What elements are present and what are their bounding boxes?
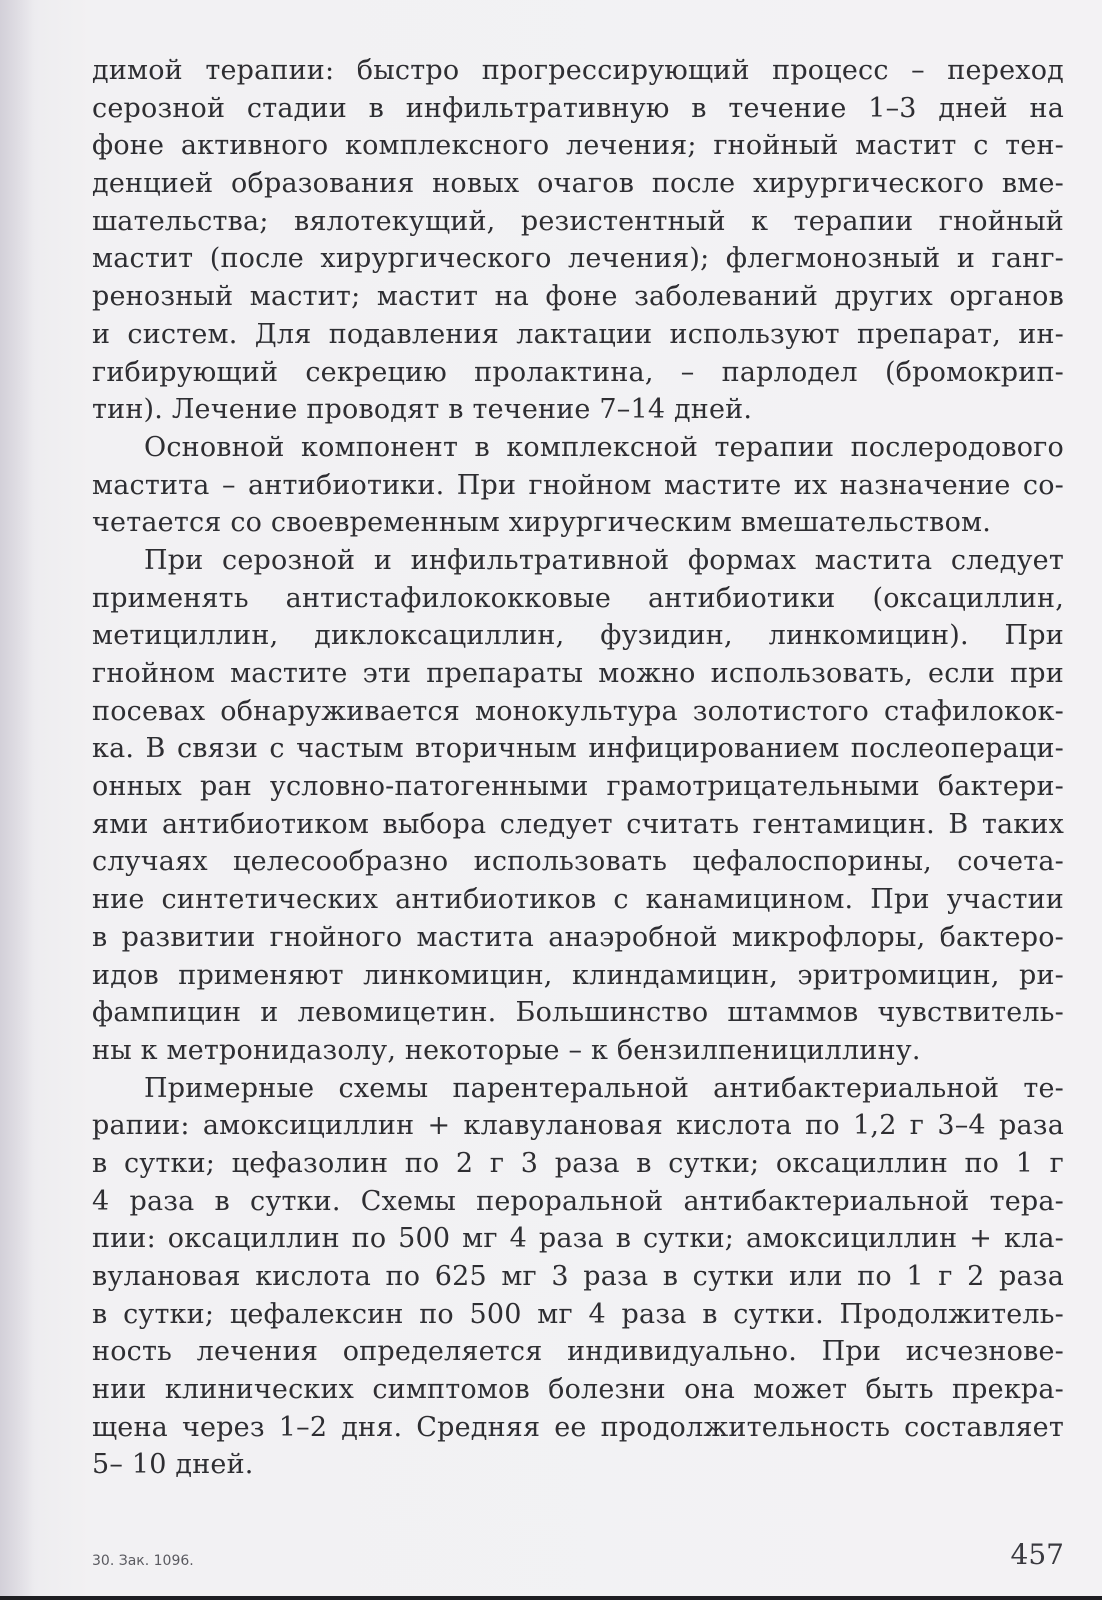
text-line: ны к метронидазолу, некоторые – к бензилпенициллину. [92,1034,921,1066]
text-line: нии клинических симптомов болезни она может быть прекра- [92,1374,1064,1406]
text-line: ность лечения определяется индивидуально. При исчезнове- [92,1336,1064,1368]
paragraph-start-line: При серозной и инфильтративной формах мастита следует [144,544,1064,576]
text-line: серозной стадии в инфильтративную в течение 1–3 дней на [92,92,1064,124]
print-order-mark: 30. Зак. 1096. [92,1553,194,1569]
text-line: рапии: амоксициллин + клавулановая кислота по 1,2 г 3–4 раза [92,1110,1064,1142]
paragraph-start-line: Основной компонент в комплексной терапии послеродового [144,431,1064,463]
text-line: в сутки; цефалексин по 500 мг 4 раза в сутки. Продолжитель- [92,1298,1064,1330]
text-line: ка. В связи с частым вторичным инфицированием послеопераци- [92,733,1064,765]
text-line: посевах обнаруживается монокультура золотистого стафилокок- [92,695,1064,727]
text-line: случаях целесообразно использовать цефалоспорины, сочета- [92,846,1064,878]
text-line: четается со своевременным хирургическим вмешательством. [92,507,992,539]
text-line: ренозный мастит; мастит на фоне заболеваний других органов [92,281,1064,313]
text-line: ями антибиотиком выбора следует считать гентамицин. В таких [92,808,1064,840]
text-line: щена через 1–2 дня. Средняя ее продолжительность составляет [92,1411,1064,1443]
text-line: димой терапии: быстро прогрессирующий процесс – переход [92,55,1064,86]
text-line: денцией образования новых очагов после хирургического вме- [92,168,1064,200]
body-text [92,52,1064,1484]
text-line: онных ран условно-патогенными грамотрицательными бактери- [92,771,1064,803]
scan-bottom-edge [0,1596,1102,1600]
text-line: ние синтетических антибиотиков с канамицином. При участии [92,884,1064,916]
text-line: мастит (после хирургического лечения); флегмонозный и ганг- [92,243,1064,275]
text-line: в сутки; цефазолин по 2 г 3 раза в сутки; оксациллин по 1 г [92,1147,1064,1179]
text-line: тин). Лечение проводят в течение 7–14 дней. [92,394,753,426]
text-line: 5– 10 дней. [92,1449,254,1481]
text-line: гибирующий секрецию пролактина, – парлодел (бромокрип- [92,356,1064,388]
text-line: вулановая кислота по 625 мг 3 раза в сутки или по 1 г 2 раза [92,1261,1064,1292]
paragraph-start-line: Примерные схемы парентеральной антибактериальной те- [144,1072,1064,1104]
binding-shadow [0,0,34,1600]
text-line: 4 раза в сутки. Схемы пероральной антибактериальной тера- [92,1185,1064,1217]
text-line: пии: оксациллин по 500 мг 4 раза в сутки; амоксициллин + кла- [92,1223,1064,1255]
page-number: 457 [1010,1538,1064,1571]
text-line: мастита – антибиотики. При гнойном мастите их назначение со- [92,469,1064,501]
text-line: и систем. Для подавления лактации используют препарат, ин- [92,318,1064,350]
text-line: фоне активного комплексного лечения; гнойный мастит с тен- [92,130,1064,162]
text-line: применять антистафилококковые антибиотики (оксациллин, [92,582,1064,614]
text-line: в развитии гнойного мастита анаэробной микрофлоры, бактеро- [92,921,1064,953]
text-line: шательства; вялотекущий, резистентный к терапии гнойный [92,205,1064,237]
text-line: гнойном мастите эти препараты можно использовать, если при [92,658,1064,689]
text-line: фампицин и левомицетин. Большинство штаммов чувствитель- [92,997,1064,1029]
text-line: метициллин, диклоксациллин, фузидин, линкомицин). При [92,620,1064,652]
text-line: идов применяют линкомицин, клиндамицин, эритромицин, ри- [92,959,1064,991]
